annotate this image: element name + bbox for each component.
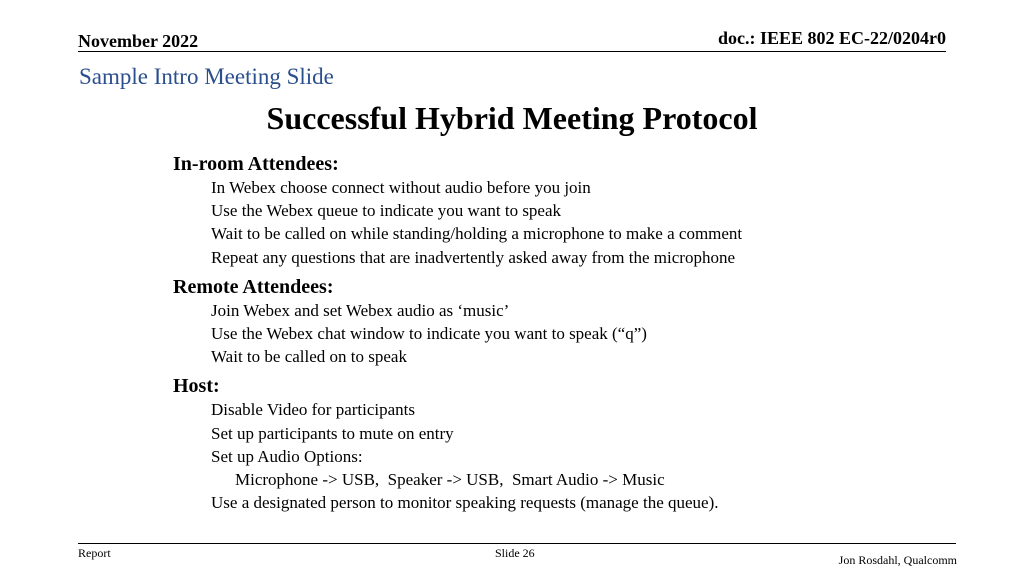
section-heading: Remote Attendees:	[173, 275, 334, 298]
list-item: Disable Video for participants	[211, 400, 416, 420]
list-item: Wait to be called on while standing/holding a microphone to make a comment	[211, 224, 743, 244]
list-item: Set up Audio Options:	[211, 446, 363, 466]
list-item: Repeat any questions that are inadvertently asked away from the microphone	[211, 247, 735, 267]
list-item: Use the Webex queue to indicate you want to speak	[211, 201, 562, 221]
list-item: Set up participants to mute on entry	[211, 423, 454, 443]
list-item: Use the Webex chat window to indicate you want to speak (“q”)	[211, 324, 647, 344]
slide-number: Slide 26	[495, 546, 535, 560]
document-id: doc.: IEEE 802 EC-22/0204r0	[717, 28, 946, 48]
slide-body	[173, 152, 973, 514]
section-host	[173, 374, 973, 514]
header-divider	[78, 51, 946, 52]
section-heading: Host:	[173, 375, 220, 398]
document-date: November 2022	[78, 31, 199, 51]
list-item: In Webex choose connect without audio before you join	[211, 178, 591, 197]
list-item: Wait to be called on to speak	[211, 347, 407, 367]
footer-divider	[78, 543, 956, 544]
section-heading: In-room Attendees:	[173, 153, 339, 175]
slide-title: Successful Hybrid Meeting Protocol	[266, 100, 758, 136]
footer-report-label: Report	[78, 546, 111, 560]
list-item: Use a designated person to monitor speaking requests (manage the queue).	[211, 493, 719, 513]
list-item: Join Webex and set Webex audio as ‘music’	[211, 300, 510, 320]
section-in-room	[173, 152, 973, 269]
list-sub-item: Microphone -> USB, Speaker -> USB, Smart Audio -> Music	[235, 470, 665, 490]
footer-author: Jon Rosdahl, Qualcomm	[838, 553, 957, 567]
slide-subtitle: Sample Intro Meeting Slide	[79, 64, 334, 89]
section-remote	[173, 275, 973, 369]
